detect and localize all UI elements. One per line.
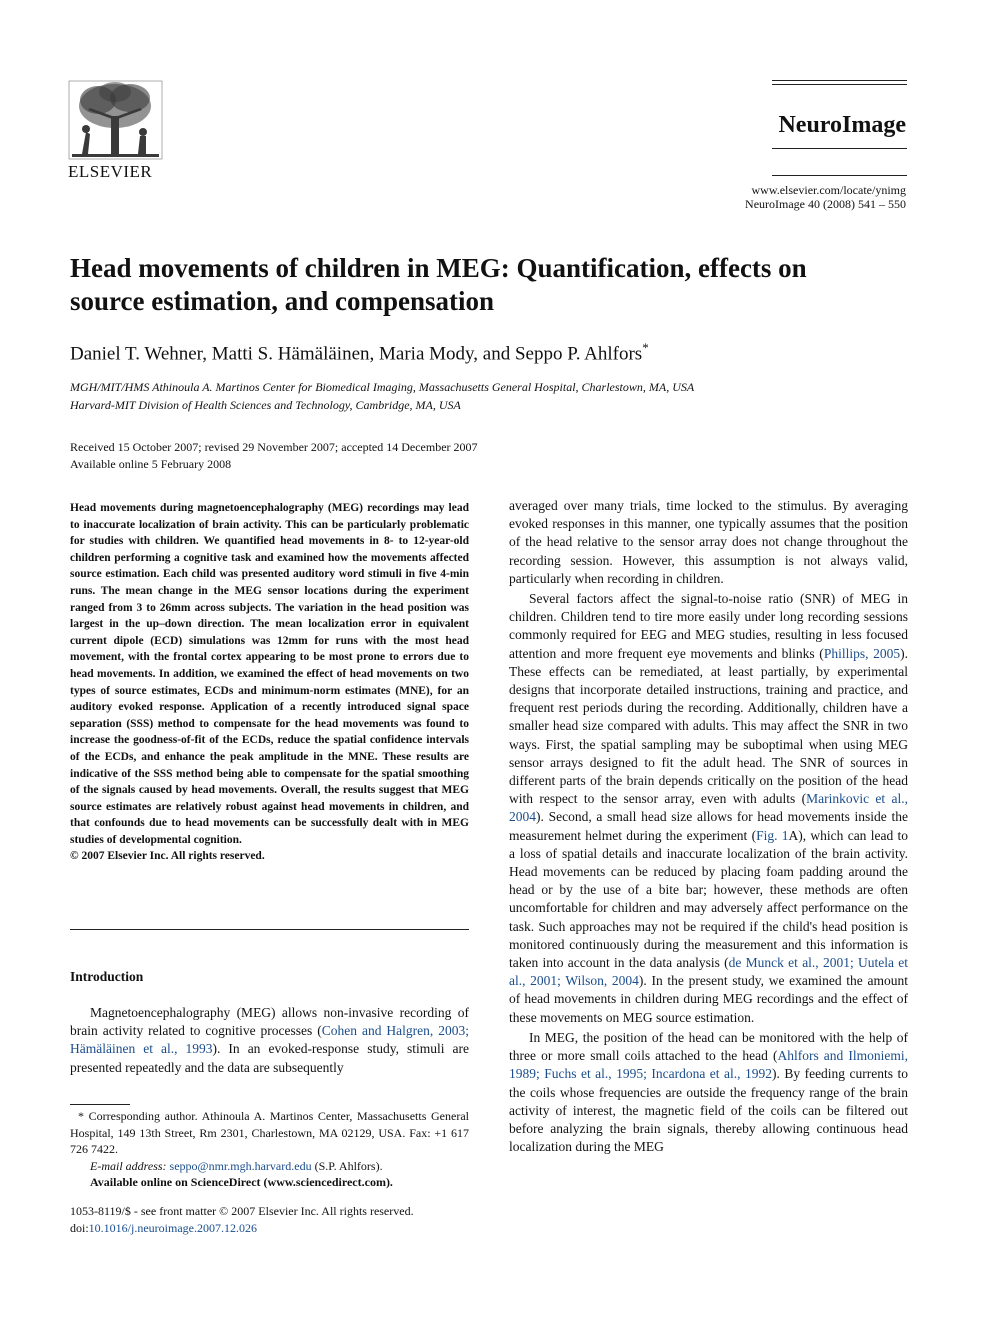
title-line-2: source estimation, and compensation — [70, 286, 495, 316]
abstract-text: Head movements during magnetoencephalography (MEG) recordings may lead to inaccurate localization of brain activity. This can be particularly problematic for studies with children. We quantified head movements in 8- to 12-year-old children performing a cognitive task and examined how the movements affected source estimation. Each child was presented auditory word stimuli in five 4-min runs. The mean change in the MEG sensor locations during the experiment ranged from 3 to 26mm across subjects. The variation in the head position was largest in the up–down direction. The mean localization error in equivalent current dipole (ECD) simulations was 12mm for runs with the most head movement, with the frontal cortex appearing to be most prone to errors due to head movements. In addition, we examined the effect of head movements on two types of source estimates, ECDs and minimum-norm estimates (MNE), for an auditory evoked response. Application of a recently introduced signal space separation (SSS) method to compensate for the head movements was found to increase the goodness-of-fit of the ECDs, reduce the spatial confidence intervals of the ECDs, and enhance the peak amplitude in the MNE. These results are indicative of the SSS method being able to compensate for the spatial smoothing of the signals caused by head movements. Overall, the results suggest that MEG source estimates are relatively robust against head movements in children, and that confounds due to head movements can be successfully dealt with in MEG studies of developmental cognition. — [70, 502, 469, 846]
abstract-copyright: © 2007 Elsevier Inc. All rights reserved. — [70, 850, 265, 863]
header-rule-bottom — [772, 148, 907, 149]
text-run: In MEG, the position of the head can be monitored with the help of three or more small coils attached to the head ( — [509, 1029, 908, 1064]
citation-link[interactable]: Cohen and Halgren, 2003; Hämäläinen et al., 1993 — [70, 1023, 470, 1057]
header-rule-bottom2 — [772, 175, 907, 176]
doi-link[interactable]: 10.1016/j.neuroimage.2007.12.026 — [88, 1221, 257, 1235]
journal-url[interactable]: www.elsevier.com/locate/ynimg — [751, 183, 906, 197]
received-dates: Received 15 October 2007; revised 29 November 2007; accepted 14 December 2007 — [70, 440, 478, 454]
text-run: ). These effects can be remediated, at least partially, by experimental designs that incorporate detailed instructions, training and practice, and frequent rest periods during the recording. Additionally, children have a smaller head size compared with adults. This may affect the SNR in two ways. First, the spatial sampling may be suboptimal when using MEG sensor arrays designed to fit the adult head. The SNR of sources in different parts of the brain depends critically on the position of the head with respect to the sensor array, even with adults ( — [509, 645, 909, 807]
article-title — [70, 252, 910, 318]
introduction-body — [70, 1004, 469, 1077]
text-run: A), which can lead to a loss of spatial details and inaccurate localization of the brain activity. Head movements can be reduced by placing foam padding around the head or by the use of a bite bar; however, these methods are often uncomfortable for children and may adversely affect performance on the task. Such approaches may not be required if the child's head position is monitored continuously during the measurement and this information is taken into account in the data analysis ( — [509, 827, 908, 971]
email-label: E-mail address: — [90, 1158, 167, 1173]
article-dates — [70, 439, 478, 473]
issn-line: 1053-8119/$ - see front matter © 2007 Elsevier Inc. All rights reserved. — [70, 1204, 414, 1218]
doi-label: doi: — [70, 1221, 89, 1235]
journal-meta — [745, 183, 906, 211]
text-run: ). In the present study, we examined the amount of head movements in children during MEG recordings and the effect of these movements on MEG source estimation. — [509, 973, 908, 1025]
citation-link[interactable]: Ahlfors and Ilmoniemi, 1989; Fuchs et al., 1995; Incardona et al., 1992 — [509, 1048, 909, 1082]
affiliation-2: Harvard-MIT Division of Health Sciences and Technology, Cambridge, MA, USA — [70, 398, 461, 412]
authors-text: Daniel T. Wehner, Matti S. Hämäläinen, Maria Mody, and Seppo P. Ahlfors — [70, 343, 643, 365]
available-online-date: Available online 5 February 2008 — [70, 457, 232, 471]
journal-citation: NeuroImage 40 (2008) 541 – 550 — [745, 197, 906, 211]
citation-link[interactable]: Phillips, 2005 — [823, 645, 901, 661]
paragraph-head-position — [509, 1029, 908, 1156]
email-line — [70, 1158, 469, 1175]
section-heading-introduction: Introduction — [70, 969, 144, 984]
abstract-divider — [70, 929, 469, 930]
text-run: Several factors affect the signal-to-noise ratio (SNR) of MEG in children. Children tend to tire more easily under long recording sessions commonly required for EEG and MEG studies, resulting in less focused attention and more frequent eye movements and blinks ( — [509, 591, 908, 661]
author-list — [70, 340, 649, 365]
footnote-rule — [70, 1104, 130, 1105]
affiliations — [70, 378, 694, 414]
paragraph-continued: averaged over many trials, time locked to the stimulus. By averaging evoked responses in this manner, one typically assumes that the position of the head relative to the sensor array does not change throughout the recording session. However, this assumption is not always valid, particularly when recording in children. — [509, 498, 908, 586]
right-column-body — [509, 497, 908, 1156]
corresponding-author-mark[interactable]: * — [642, 340, 649, 355]
title-line-1: Head movements of children in MEG: Quantification, effects on — [70, 253, 807, 283]
affiliation-1: MGH/MIT/HMS Athinoula A. Martinos Center for Biomedical Imaging, Massachusetts General Hospital, Charlestown, MA, USA — [70, 380, 695, 394]
citation-link[interactable]: Marinkovic et al., 2004 — [509, 791, 908, 825]
citation-link[interactable]: de Munck et al., 2001; Uutela et al., 2001; Wilson, 2004 — [509, 955, 908, 989]
abstract — [70, 500, 469, 865]
corresponding-author-note: * Corresponding author. Athinoula A. Martinos Center, Massachusetts General Hospital, 149 13th Street, Rm 2301, Charlestown, MA 02129, USA. Fax: +1 617 726 7422. — [70, 1109, 469, 1157]
doi-line — [70, 1220, 414, 1237]
text-run: ). By feeding currents to the coils whose frequencies are outside the frequency range of the brain activity of interest, the magnetic field of the coils can be filtered out before analyzing the brain signals, thereby allowing continuous head localization during the MEG — [509, 1066, 908, 1155]
footnote — [70, 1108, 469, 1191]
publisher-name: ELSEVIER — [68, 162, 153, 181]
front-matter — [70, 1203, 414, 1237]
text-run: Magnetoencephalography (MEG) allows non-invasive recording of brain activity related to cognitive processes ( — [70, 1005, 469, 1039]
paragraph-snr-factors — [509, 590, 908, 1027]
text-run: ). Second, a small head size allows for head movements inside the measurement helmet during the experiment ( — [509, 809, 908, 843]
intro-paragraph-1 — [70, 1004, 469, 1077]
email-suffix: (S.P. Ahlfors). — [314, 1158, 383, 1173]
text-run: ). In an evoked-response study, stimuli are presented repeatedly and the data are subsequently — [70, 1041, 469, 1075]
email-link[interactable]: seppo@nmr.mgh.harvard.edu — [169, 1158, 312, 1173]
header-rule-top2 — [772, 84, 907, 85]
header-rule-top — [772, 80, 907, 81]
figure-link[interactable]: Fig. 1 — [756, 827, 789, 843]
journal-name: NeuroImage — [778, 112, 906, 138]
sciencedirect-note: Available online on ScienceDirect (www.sciencedirect.com). — [90, 1175, 393, 1190]
